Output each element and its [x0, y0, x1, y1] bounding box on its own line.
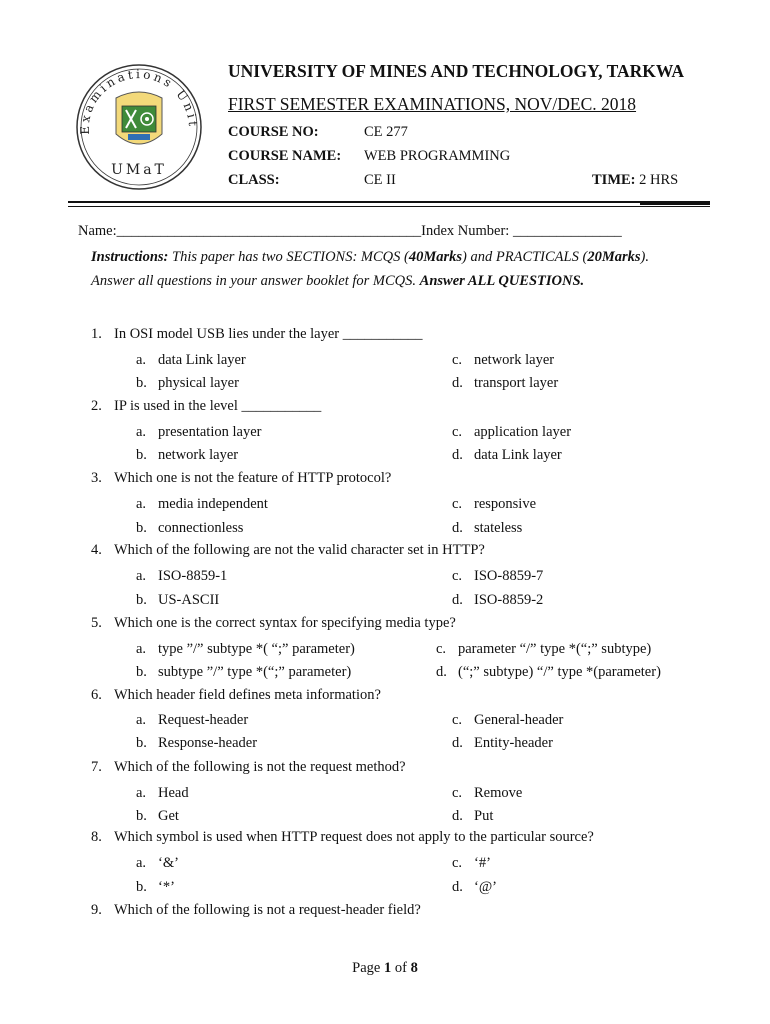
index-number-label: Index Number: [421, 223, 510, 239]
question-8-option-a [136, 855, 179, 872]
question-2-option-b [136, 447, 238, 464]
question-6-option-d [452, 735, 553, 752]
question-2 [91, 398, 321, 415]
question-2-option-c [452, 424, 571, 441]
question-text: Which header field defines meta information? [114, 687, 381, 703]
question-7-option-d [452, 808, 493, 825]
question-3 [91, 470, 391, 487]
option-text: connectionless [158, 520, 244, 536]
course-name-value: WEB PROGRAMMING [364, 148, 511, 164]
option-letter: d. [452, 808, 463, 824]
university-title: UNIVERSITY OF MINES AND TECHNOLOGY, TARKWA [228, 61, 685, 81]
time-value: 2 HRS [639, 172, 679, 188]
option-text: ISO-8859-2 [474, 592, 544, 608]
header-rule-thin [68, 206, 710, 207]
option-text: application layer [474, 424, 572, 440]
option-text: stateless [474, 520, 523, 536]
svg-text:Examinations Unit: Examinations Unit [77, 67, 201, 135]
instructions-text-2a: Answer all questions in your answer booklet for MCQS. [91, 273, 420, 289]
svg-text:UMaT: UMaT [111, 162, 167, 178]
option-letter: b. [136, 592, 147, 608]
question-8-option-c [452, 855, 491, 872]
option-text: media independent [158, 496, 268, 512]
option-letter: c. [452, 568, 463, 584]
question-5-option-b [136, 664, 351, 681]
instructions-label: Instructions: [91, 249, 169, 265]
question-number: 8. [91, 829, 102, 845]
option-text: ‘*’ [158, 879, 175, 895]
option-letter: b. [136, 735, 147, 751]
question-text: IP is used in the level ___________ [114, 398, 322, 414]
option-letter: b. [136, 447, 147, 463]
name-blank[interactable]: __________________________________________ [116, 223, 422, 239]
course-no-value: CE 277 [364, 124, 408, 140]
option-letter: a. [136, 712, 147, 728]
page-total: 8 [410, 960, 418, 976]
option-text: Response-header [158, 735, 258, 751]
question-4-option-b [136, 592, 219, 609]
option-text: Get [158, 808, 179, 824]
option-letter: c. [452, 424, 463, 440]
page-footer [0, 960, 770, 977]
option-letter: b. [136, 879, 147, 895]
index-number-blank[interactable]: _______________ [512, 223, 622, 239]
question-6-option-c [452, 712, 563, 729]
option-text: General-header [474, 712, 564, 728]
question-text: Which of the following are not the valid character set in HTTP? [114, 542, 485, 558]
page-word: Page [352, 960, 381, 976]
option-letter: b. [136, 808, 147, 824]
time-info [592, 172, 678, 189]
instructions-text-1b: ) and PRACTICALS ( [462, 249, 588, 265]
header-rule-accent [640, 203, 710, 205]
question-5-option-c [436, 641, 651, 658]
option-text: physical layer [158, 375, 239, 391]
option-text: responsive [474, 496, 537, 512]
of-word: of [394, 960, 407, 976]
option-letter: d. [452, 375, 463, 391]
question-7-option-b [136, 808, 179, 825]
instructions-text-1a: This paper has two SECTIONS: MCQS ( [168, 249, 409, 265]
time-label: TIME: [592, 172, 636, 188]
question-5-option-d [436, 664, 661, 681]
question-5 [91, 615, 456, 632]
option-text: network layer [474, 352, 555, 368]
option-letter: d. [452, 520, 463, 536]
question-number: 9. [91, 902, 102, 918]
question-text: Which of the following is not the request method? [114, 759, 406, 775]
exam-title: FIRST SEMESTER EXAMINATIONS, NOV/DEC. 2018 [228, 94, 637, 114]
class-value: CE II [364, 172, 396, 188]
question-1-option-c [452, 352, 554, 369]
question-7 [91, 759, 406, 776]
page-number: 1 [383, 960, 392, 976]
question-6-option-b [136, 735, 257, 752]
option-letter: b. [136, 375, 147, 391]
option-text: data Link layer [158, 352, 246, 368]
option-letter: d. [436, 664, 447, 680]
question-1 [91, 326, 423, 343]
option-text: network layer [158, 447, 239, 463]
option-text: transport layer [474, 375, 559, 391]
option-letter: c. [452, 496, 463, 512]
question-text: In OSI model USB lies under the layer ___________ [114, 326, 423, 342]
instructions-line-2 [91, 273, 584, 290]
option-letter: a. [136, 785, 147, 801]
option-text: type ”/” subtype *( “;” parameter) [158, 641, 355, 657]
question-2-option-a [136, 424, 261, 441]
option-letter: a. [136, 641, 147, 657]
instructions-text-1c: ). [640, 249, 649, 265]
option-letter: c. [452, 855, 463, 871]
option-letter: a. [136, 855, 147, 871]
question-6 [91, 687, 381, 704]
question-number: 3. [91, 470, 102, 486]
question-4 [91, 542, 485, 559]
question-8-option-b [136, 879, 175, 896]
option-text: Entity-header [474, 735, 553, 751]
question-3-option-d [452, 520, 522, 537]
question-1-option-d [452, 375, 558, 392]
option-letter: d. [452, 592, 463, 608]
question-8-option-d [452, 879, 497, 896]
option-text: subtype ”/” type *(“;” parameter) [158, 664, 352, 680]
option-letter: a. [136, 568, 147, 584]
question-7-option-a [136, 785, 189, 802]
course-no-label: COURSE NO: [228, 124, 319, 140]
option-letter: c. [452, 352, 463, 368]
question-text: Which symbol is used when HTTP request does not apply to the particular source? [114, 829, 594, 845]
question-4-option-d [452, 592, 543, 609]
answer-all-questions: Answer ALL QUESTIONS. [419, 273, 585, 289]
option-text: Remove [474, 785, 523, 801]
question-3-option-b [136, 520, 243, 537]
option-text: parameter “/” type *(“;” subtype) [458, 641, 652, 657]
option-letter: a. [136, 352, 147, 368]
option-letter: a. [136, 424, 147, 440]
question-number: 1. [91, 326, 102, 342]
option-letter: d. [452, 735, 463, 751]
question-number: 7. [91, 759, 102, 775]
question-3-option-c [452, 496, 536, 513]
class-label: CLASS: [228, 172, 280, 188]
question-2-option-d [452, 447, 562, 464]
question-number: 2. [91, 398, 102, 414]
question-6-option-a [136, 712, 248, 729]
question-3-option-a [136, 496, 268, 513]
option-letter: c. [436, 641, 447, 657]
question-text: Which one is not the feature of HTTP protocol? [114, 470, 392, 486]
question-number: 5. [91, 615, 102, 631]
option-letter: c. [452, 785, 463, 801]
question-4-option-c [452, 568, 543, 585]
option-text: ‘#’ [474, 855, 491, 871]
course-name-label: COURSE NAME: [228, 148, 342, 164]
question-9 [91, 902, 421, 919]
mcqs-marks: 40Marks [408, 249, 463, 265]
question-5-option-a [136, 641, 355, 658]
option-text: ‘&’ [158, 855, 179, 871]
practicals-marks: 20Marks [587, 249, 641, 265]
option-text: Head [158, 785, 189, 801]
student-details-line [78, 223, 622, 240]
question-8 [91, 829, 594, 846]
question-number: 4. [91, 542, 102, 558]
instructions-line-1 [91, 249, 649, 266]
header-rule [68, 201, 710, 203]
option-text: (“;” subtype) “/” type *(parameter) [458, 664, 661, 680]
question-text: Which of the following is not a request-header field? [114, 902, 421, 918]
name-label: Name: [78, 223, 117, 239]
question-text: Which one is the correct syntax for specifying media type? [114, 615, 456, 631]
option-text: presentation layer [158, 424, 262, 440]
option-text: ISO-8859-1 [158, 568, 228, 584]
question-1-option-a [136, 352, 246, 369]
question-1-option-b [136, 375, 239, 392]
option-letter: b. [136, 520, 147, 536]
option-letter: a. [136, 496, 147, 512]
question-4-option-a [136, 568, 227, 585]
option-letter: d. [452, 447, 463, 463]
option-text: Request-header [158, 712, 249, 728]
option-text: ‘@’ [474, 879, 498, 895]
option-text: ISO-8859-7 [474, 568, 544, 584]
option-letter: d. [452, 879, 463, 895]
option-letter: b. [136, 664, 147, 680]
question-number: 6. [91, 687, 102, 703]
question-7-option-c [452, 785, 522, 802]
option-letter: c. [452, 712, 463, 728]
option-text: Put [474, 808, 494, 824]
option-text: data Link layer [474, 447, 562, 463]
option-text: US-ASCII [158, 592, 220, 608]
umat-examinations-unit-logo [74, 62, 204, 192]
